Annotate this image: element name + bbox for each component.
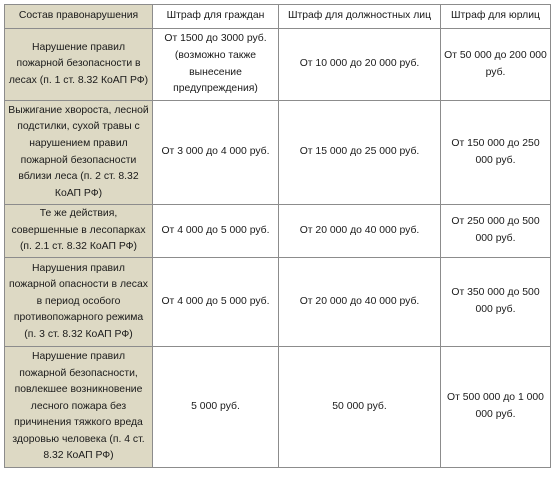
- table-header: [5, 5, 551, 29]
- table-row: [5, 258, 551, 347]
- legal-entities-fine-cell: От 150 000 до 250 000 руб.: [441, 101, 551, 205]
- fines-table-container: [4, 4, 550, 468]
- offense-cell: Нарушение правил пожарной безопасности, повлекшее возникновение лесного пожара без причинения тяжкого вреда здоровью человека (п. 4 ст. 8.32 КоАП РФ): [5, 347, 153, 468]
- officials-fine-cell: От 10 000 до 20 000 руб.: [279, 29, 441, 101]
- citizens-fine-cell: От 1500 до 3000 руб. (возможно также вынесение предупреждения): [153, 29, 279, 101]
- officials-fine-cell: От 15 000 до 25 000 руб.: [279, 101, 441, 205]
- table-row: [5, 29, 551, 101]
- offense-cell: Нарушения правил пожарной опасности в лесах в период особого противопожарного режима (п. 3 ст. 8.32 КоАП РФ): [5, 258, 153, 347]
- legal-entities-fine-cell: От 350 000 до 500 000 руб.: [441, 258, 551, 347]
- citizens-fine-cell: От 3 000 до 4 000 руб.: [153, 101, 279, 205]
- legal-entities-fine-cell: От 50 000 до 200 000 руб.: [441, 29, 551, 101]
- header-row: [5, 5, 551, 29]
- table-row: [5, 347, 551, 468]
- table-row: [5, 205, 551, 258]
- citizens-fine-cell: 5 000 руб.: [153, 347, 279, 468]
- legal-entities-fine-cell: От 500 000 до 1 000 000 руб.: [441, 347, 551, 468]
- officials-fine-cell: 50 000 руб.: [279, 347, 441, 468]
- citizens-fine-cell: От 4 000 до 5 000 руб.: [153, 205, 279, 258]
- officials-fine-cell: От 20 000 до 40 000 руб.: [279, 205, 441, 258]
- header-citizens: Штраф для граждан: [153, 5, 279, 29]
- offense-cell: Нарушение правил пожарной безопасности в лесах (п. 1 ст. 8.32 КоАП РФ): [5, 29, 153, 101]
- table-body: [5, 29, 551, 468]
- header-officials: Штраф для должностных лиц: [279, 5, 441, 29]
- fines-table: [4, 4, 551, 468]
- citizens-fine-cell: От 4 000 до 5 000 руб.: [153, 258, 279, 347]
- header-offense: Состав правонарушения: [5, 5, 153, 29]
- offense-cell: Выжигание хвороста, лесной подстилки, сухой травы с нарушением правил пожарной безопасности вблизи леса (п. 2 ст. 8.32 КоАП РФ): [5, 101, 153, 205]
- officials-fine-cell: От 20 000 до 40 000 руб.: [279, 258, 441, 347]
- table-row: [5, 101, 551, 205]
- header-legal-entities: Штраф для юрлиц: [441, 5, 551, 29]
- offense-cell: Те же действия, совершенные в лесопарках (п. 2.1 ст. 8.32 КоАП РФ): [5, 205, 153, 258]
- legal-entities-fine-cell: От 250 000 до 500 000 руб.: [441, 205, 551, 258]
